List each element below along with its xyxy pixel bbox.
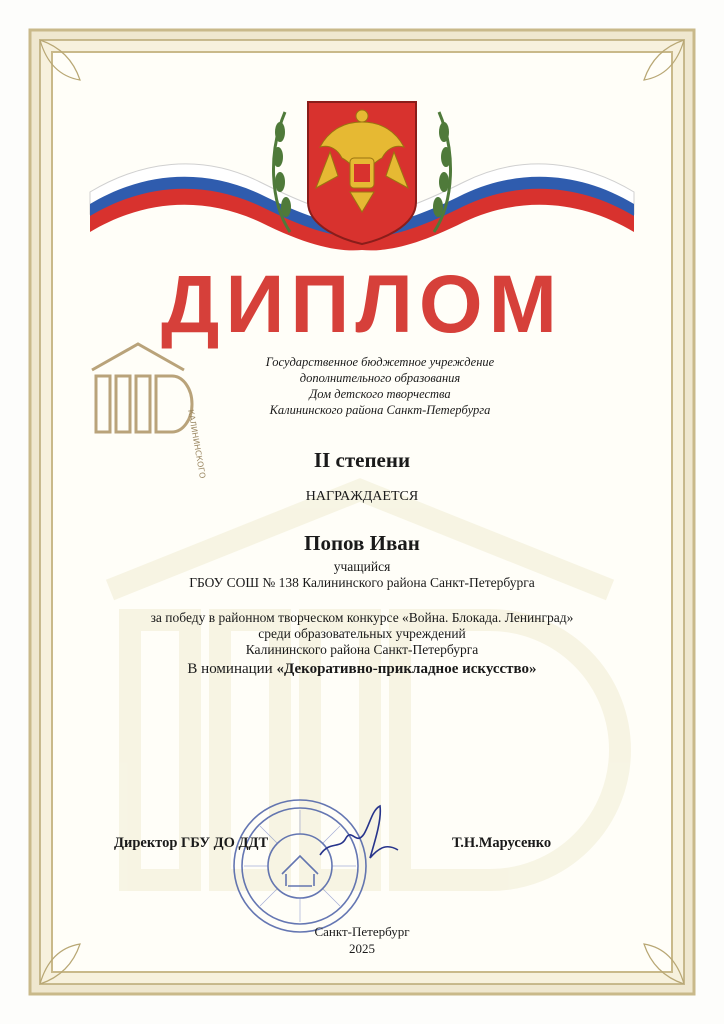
organization-line: Дом детского творчества bbox=[309, 387, 451, 401]
recipient-role: учащийся bbox=[333, 559, 391, 574]
recipient-name: Попов Иван bbox=[304, 531, 420, 555]
school-name: ГБОУ СОШ № 138 Калининского района Санкт-Петербурга bbox=[189, 575, 535, 590]
nomination-prefix: В номинации bbox=[187, 661, 273, 677]
diploma-title: ДИПЛОМ bbox=[161, 259, 563, 350]
year-label: 2025 bbox=[349, 941, 375, 956]
nomination-name: «Декоративно-прикладное искусство» bbox=[276, 661, 537, 677]
ddt-building-logo-icon bbox=[88, 340, 208, 480]
director-name: Т.Н.Марусенко bbox=[452, 835, 552, 851]
reason-line: за победу в районном творческом конкурсе «Война. Блокада. Ленинград» bbox=[150, 610, 574, 625]
awarded-label: НАГРАЖДАЕТСЯ bbox=[305, 489, 419, 504]
award-reason bbox=[0, 610, 724, 658]
nomination bbox=[0, 661, 724, 678]
organization-line: Государственное бюджетное учреждение bbox=[265, 355, 495, 369]
organization-name bbox=[230, 354, 530, 418]
signature-icon bbox=[310, 800, 410, 870]
organization-line: дополнительного образования bbox=[299, 371, 461, 385]
degree-label: II степени bbox=[313, 448, 411, 472]
organization-line: Калининского района Санкт-Петербурга bbox=[269, 403, 491, 417]
reason-line: Калининского района Санкт-Петербурга bbox=[245, 642, 479, 657]
russian-coat-of-arms-icon bbox=[80, 92, 644, 252]
reason-line: среди образовательных учреждений bbox=[258, 626, 466, 641]
city-label: Санкт-Петербург bbox=[314, 924, 410, 939]
svg-text:КАЛИНИНСКОГО: КАЛИНИНСКОГО bbox=[186, 408, 208, 480]
director-label: Директор ГБУ ДО ДДТ bbox=[114, 835, 269, 851]
